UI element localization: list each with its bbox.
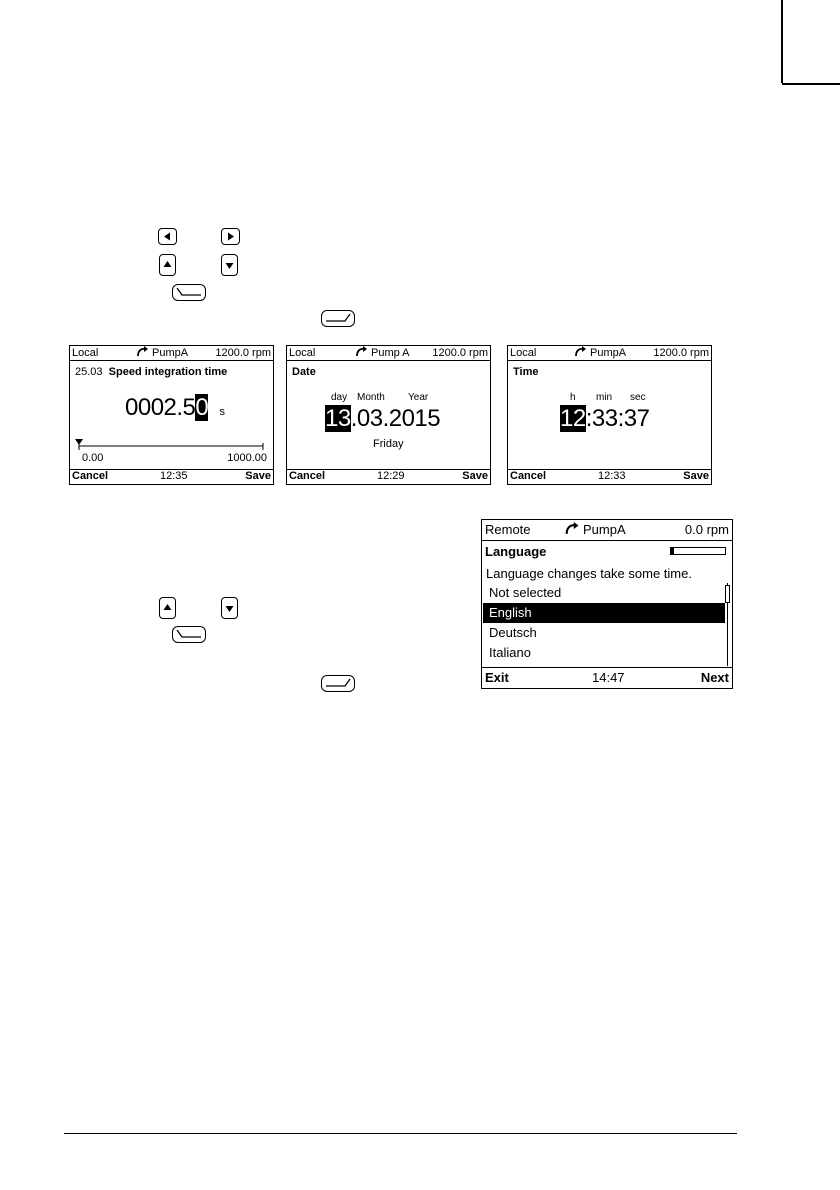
drive-name: Pump A	[371, 347, 410, 359]
panel-header	[508, 346, 711, 361]
parameter-heading	[75, 366, 227, 378]
progress-bar	[670, 547, 726, 555]
panel-footer	[70, 469, 273, 484]
date-value[interactable]	[325, 404, 440, 434]
arrow-right-key-icon	[221, 228, 240, 245]
panel-header	[70, 346, 273, 361]
footer-clock: 14:47	[592, 670, 625, 685]
language-panel	[481, 519, 733, 689]
drive-name: PumpA	[590, 347, 627, 359]
arrow-up-key-icon	[159, 254, 176, 276]
scrollbar[interactable]	[727, 583, 731, 666]
softkey-left-icon	[172, 626, 206, 643]
footer-clock: 12:35	[160, 470, 188, 482]
value-cursor-digit[interactable]: 0	[195, 394, 209, 421]
cancel-softkey-label[interactable]: Cancel	[72, 470, 109, 482]
softkey-left-icon	[172, 284, 206, 301]
rotation-direction-icon	[136, 346, 149, 357]
cancel-softkey-label[interactable]: Cancel	[510, 470, 547, 482]
control-location: Remote	[485, 522, 531, 537]
speed-readout: 1200.0 rpm	[432, 347, 488, 359]
date-cursor-field[interactable]: 13	[325, 405, 351, 432]
panel-header	[287, 346, 490, 361]
scrollbar-thumb[interactable]	[725, 585, 730, 603]
language-option-italiano[interactable]: Italiano	[489, 645, 531, 660]
language-option-deutsch[interactable]: Deutsch	[489, 625, 537, 640]
control-location: Local	[72, 347, 99, 359]
panel-header	[482, 520, 732, 541]
weekday: Friday	[373, 438, 404, 450]
panel-title: Language	[485, 544, 547, 559]
arrow-up-key-icon	[159, 597, 176, 619]
scale-max: 1000.00	[227, 452, 267, 464]
value-unit: s	[219, 406, 225, 418]
speed-readout: 1200.0 rpm	[653, 347, 709, 359]
slider-marker-icon[interactable]	[75, 439, 83, 445]
time-panel	[507, 345, 712, 485]
arrow-left-key-icon	[158, 228, 177, 245]
crop-mark-horizontal	[782, 83, 840, 85]
save-softkey-label[interactable]: Save	[245, 470, 271, 482]
drive-name-group	[574, 346, 626, 360]
language-option-not-selected[interactable]: Not selected	[489, 585, 562, 600]
drive-name-group	[355, 346, 410, 360]
language-note: Language changes take some time.	[486, 566, 692, 581]
label-day: day	[331, 392, 348, 403]
label-minutes: min	[596, 392, 613, 403]
speed-integration-panel	[69, 345, 274, 485]
page-footer-rule	[64, 1133, 737, 1134]
speed-readout: 0.0 rpm	[684, 522, 729, 537]
rotation-direction-icon	[355, 346, 368, 357]
parameter-id: 25.03	[75, 366, 103, 378]
footer-clock: 12:29	[377, 470, 405, 482]
softkey-right-icon	[321, 675, 355, 692]
cancel-softkey-label[interactable]: Cancel	[289, 470, 326, 482]
label-seconds: sec	[630, 392, 646, 403]
speed-readout: 1200.0 rpm	[215, 347, 271, 359]
arrow-down-key-icon	[221, 597, 238, 619]
control-location: Local	[510, 347, 537, 359]
date-panel	[286, 345, 491, 485]
parameter-title: Speed integration time	[108, 366, 228, 378]
label-year: Year	[408, 392, 429, 403]
time-cursor-field[interactable]: 12	[560, 405, 586, 432]
value-slider[interactable]	[78, 439, 264, 451]
softkey-right-icon	[321, 310, 355, 327]
date-rest: .03.2015	[350, 405, 441, 432]
arrow-down-key-icon	[221, 254, 238, 276]
language-option-english[interactable]: English	[483, 603, 725, 623]
drive-name: PumpA	[152, 347, 189, 359]
rotation-direction-icon	[564, 522, 580, 535]
language-list	[483, 583, 725, 663]
panel-footer	[508, 469, 711, 484]
exit-softkey-label[interactable]: Exit	[485, 670, 509, 685]
scale-min: 0.00	[82, 452, 104, 464]
label-hours: h	[570, 392, 576, 403]
crop-mark-vertical	[781, 0, 783, 83]
label-month: Month	[357, 392, 385, 403]
drive-name-group	[136, 346, 188, 360]
next-softkey-label[interactable]: Next	[700, 670, 729, 685]
drive-name: PumpA	[583, 522, 626, 537]
panel-footer	[482, 667, 732, 688]
parameter-value[interactable]	[125, 393, 224, 427]
time-rest: :33:37	[585, 405, 650, 432]
value-digits: 0002.5	[125, 394, 196, 421]
save-softkey-label[interactable]: Save	[683, 470, 709, 482]
footer-clock: 12:33	[598, 470, 626, 482]
progress-bar-fill	[671, 548, 674, 554]
control-location: Local	[289, 347, 316, 359]
time-value[interactable]	[560, 404, 649, 434]
save-softkey-label[interactable]: Save	[462, 470, 488, 482]
drive-name-group	[564, 520, 626, 540]
panel-title: Time	[513, 366, 539, 378]
rotation-direction-icon	[574, 346, 587, 357]
panel-footer	[287, 469, 490, 484]
panel-title: Date	[292, 366, 316, 378]
